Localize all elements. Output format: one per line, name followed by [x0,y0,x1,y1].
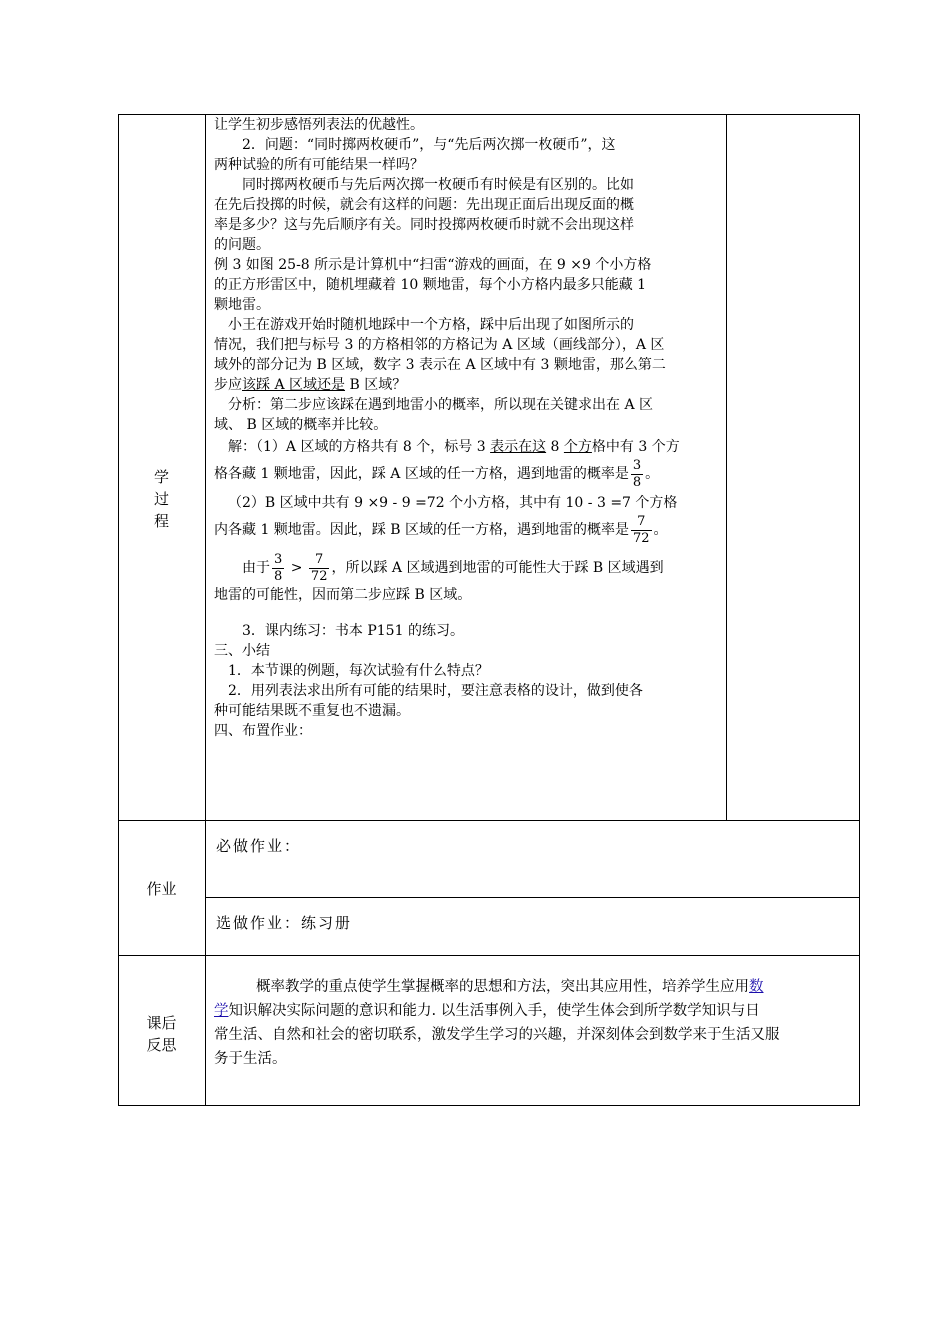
text-line: 域、 B 区域的概率并比较。 [214,417,388,433]
fraction-3-8: $\frac{3}{8}$ [274,551,283,584]
text-line: 两种试验的所有可能结果一样吗？ [214,157,424,173]
text-line: 地雷的可能性，因而第二步应踩 B 区域。 [214,587,472,603]
text-line: 3．课内练习：书本 P151 的练习。 [242,623,464,639]
process-content [214,115,722,741]
text-line: 同时掷两枚硬币与先后两次掷一枚硬币有时候是有区别的。比如 [242,177,634,193]
row-divider-homework [205,897,860,898]
fraction-3-8: $\frac{3}{8}$ [632,457,642,490]
text-line: 内各藏 1 颗地雷。因此，踩 B 区域的任一方格，遇到地雷的概率是 $\frac{7}{72}$ 。 [214,513,668,546]
reflection-label: 课后 反思 [146,1014,177,1054]
text-line: 让学生初步感悟列表法的优越性。 [214,117,424,133]
text-line: （2）B 区域中共有 9 ×9 - 9 =72 个小方格，其中有 10 - 3 =7 个方格 [228,495,678,511]
text-line: 小王在游戏开始时随机地踩中一个方格，踩中后出现了如图所示的 [228,317,634,333]
column-divider-right [726,114,727,820]
required-homework: 必做作业： [216,837,302,855]
text-line: 四、布置作业： [214,723,312,739]
optional-homework: 选做作业：练习册 [216,914,353,932]
text-line: 由于 $\frac{3}{8}$ > $\frac{7}{72}$ ，所以踩 A 区域遇到地雷的可能性大于踩 B 区域遇到 [242,551,664,584]
text-line: 在先后投掷的时候，就会有这样的问题：先出现正面后出现反面的概 [214,197,634,213]
text-line: 率是多少？这与先后顺序有关。同时投掷两枚硬币时就不会出现这样 [214,217,634,233]
math-link[interactable]: 数 [749,979,764,995]
text-line: 分析：第二步应该踩在遇到地雷小的概率，所以现在关键求出在 A 区 [228,397,654,413]
text-line: 三、小结 [214,643,270,659]
homework-label: 作业 [146,880,177,898]
row-divider-reflection [118,955,860,956]
text-line: 种可能结果既不重复也不遗漏。 [214,703,410,719]
text-line: 步应该踩 A 区域还是 B 区域？ [214,377,407,393]
process-label: 学 过 程 [153,468,169,530]
text-line: 2．问题：“同时掷两枚硬币”，与“先后两次掷一枚硬币”，这 [242,137,616,153]
text-line: 学知识解决实际问题的意识和能力. 以生活事例入手，使学生体会到所学数学知识与日 [214,1003,760,1019]
text-line: 的问题。 [214,237,270,253]
text-line: 解：（1）A 区域的方格共有 8 个，标号 3 表示在这 8 个方格中有 3 个方 [228,439,680,455]
text-line: 格各藏 1 颗地雷，因此，踩 A 区域的任一方格，遇到地雷的概率是 $\frac{3}{8}$ 。 [214,457,660,490]
row-divider-process [118,820,860,821]
reflection-content [214,975,859,1071]
text-line: 的正方形雷区中，随机埋藏着 10 颗地雷，每个小方格内最多只能藏 1 [214,277,647,293]
text-line: 1．本节课的例题，每次试验有什么特点？ [228,663,489,679]
text-line: 概率教学的重点使学生掌握概率的思想和方法，突出其应用性，培养学生应用数 [256,979,764,995]
text-line: 常生活、自然和社会的密切联系，激发学生学习的兴趣，并深刻体会到数学来于生活又服 [214,1027,780,1043]
text-line: 颗地雷。 [214,297,270,313]
fraction-7-72: $\frac{7}{72}$ [310,551,328,584]
text-line: 例 3 如图 25-8 所示是计算机中“扫雷“游戏的画面，在 9 ×9 个小方格 [214,257,652,273]
fraction-7-72: $\frac{7}{72}$ [633,513,650,546]
math-link[interactable]: 学 [214,1003,229,1019]
column-divider-left [205,114,206,1106]
text-line: 2．用列表法求出所有可能的结果时，要注意表格的设计，做到使各 [228,683,643,699]
text-line: 情况，我们把与标号 3 的方格相邻的方格记为 A 区域（画线部分），A 区 [214,337,665,353]
text-line: 域外的部分记为 B 区域，数字 3 表示在 A 区域中有 3 颗地雷，那么第二 [214,357,666,373]
text-line: 务于生活。 [214,1051,287,1067]
